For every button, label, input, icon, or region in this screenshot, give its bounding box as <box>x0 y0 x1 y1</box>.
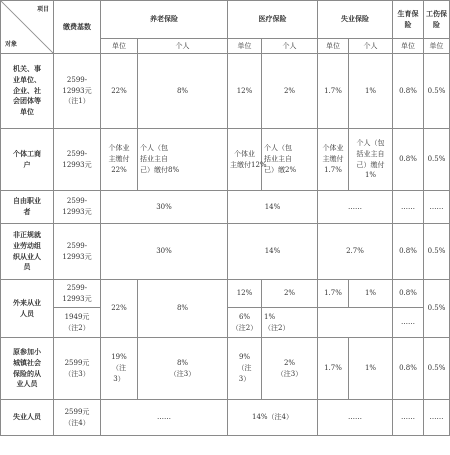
injury-unit-header: 单位 <box>424 39 450 54</box>
base-cell: 2599- 12993元 <box>54 191 101 224</box>
injury-cell: …… <box>424 191 450 224</box>
table-row <box>1 338 450 400</box>
medical-personal-cell: 2% <box>262 280 318 308</box>
maternity-cell: …… <box>393 191 424 224</box>
unemp-combined-cell: …… <box>318 400 393 436</box>
medical-unit-cell: 9% （注 3） <box>228 338 262 400</box>
pension-unit-cell: 22% <box>101 280 138 338</box>
unemp-combined-cell: …… <box>318 191 393 224</box>
pension-personal-header: 个人 <box>138 39 228 54</box>
pension-combined-cell: …… <box>101 400 228 436</box>
base-cell: 2599元 （注4） <box>54 400 101 436</box>
injury-cell: 0.5% <box>424 280 450 338</box>
maternity-unit-header: 单位 <box>393 39 424 54</box>
medical-personal-cell: 1% （注2） <box>262 308 318 338</box>
unemp-combined-cell <box>318 308 393 338</box>
medical-combined-cell: 14%（注4） <box>228 400 318 436</box>
maternity-cell: 0.8% <box>393 54 424 129</box>
medical-unit-cell: 12% <box>228 54 262 129</box>
pension-personal-cell: 8% <box>138 54 228 129</box>
pension-personal-cell: 个人（包 括业主自 己）缴付8% <box>138 129 228 191</box>
pension-personal-cell: 8% （注3） <box>138 338 228 400</box>
medical-combined-cell: 14% <box>228 191 318 224</box>
header-medical: 医疗保险 <box>228 1 318 39</box>
unemp-unit-cell: 1.7% <box>318 280 349 308</box>
table-row <box>1 400 450 436</box>
pension-unit-cell: 个体业 主缴付 22% <box>101 129 138 191</box>
unemp-unit-cell: 1.7% <box>318 338 349 400</box>
maternity-cell: 0.8% <box>393 338 424 400</box>
pension-personal-cell: 8% <box>138 280 228 338</box>
base-cell: 2599元 （注3） <box>54 338 101 400</box>
unemp-personal-cell: 1% <box>349 338 393 400</box>
target-cell: 原参加小 城镇社会 保险的从 业人员 <box>1 338 54 400</box>
unemp-combined-cell: 2.7% <box>318 224 393 280</box>
maternity-cell: …… <box>393 400 424 436</box>
table-row <box>1 129 450 191</box>
target-cell: 自由职业 者 <box>1 191 54 224</box>
header-base: 缴费基数 <box>54 1 101 54</box>
injury-cell: 0.5% <box>424 224 450 280</box>
base-cell: 2599- 12993元 <box>54 129 101 191</box>
unemp-personal-cell: 1% <box>349 280 393 308</box>
header-maternity: 生育保 险 <box>393 1 424 39</box>
maternity-cell: …… <box>393 308 424 338</box>
maternity-cell: 0.8% <box>393 280 424 308</box>
target-cell: 外来从业 人员 <box>1 280 54 338</box>
header-injury: 工伤保 险 <box>424 1 450 39</box>
table-row <box>1 224 450 280</box>
pension-combined-cell: 30% <box>101 191 228 224</box>
unemp-personal-cell: 1% <box>349 54 393 129</box>
unemp-unit-cell: 个体业 主缴付 1.7% <box>318 129 349 191</box>
table-row <box>1 54 450 129</box>
unemp-personal-cell: 个人（包 括业主自 己）缴付 1% <box>349 129 393 191</box>
medical-unit-cell: 个体业 主缴付12% <box>228 129 262 191</box>
medical-combined-cell: 14% <box>228 224 318 280</box>
medical-personal-cell: 个人（包 括业主自 己）缴2% <box>262 129 318 191</box>
unemp-unit-cell: 1.7% <box>318 54 349 129</box>
target-cell: 非正规就 业劳动组 织从业人 员 <box>1 224 54 280</box>
medical-personal-header: 个人 <box>262 39 318 54</box>
injury-cell: 0.5% <box>424 129 450 191</box>
injury-cell: 0.5% <box>424 54 450 129</box>
medical-unit-cell: 12% <box>228 280 262 308</box>
unemp-unit-header: 单位 <box>318 39 349 54</box>
table-row <box>1 191 450 224</box>
medical-unit-header: 单位 <box>228 39 262 54</box>
unemp-personal-header: 个人 <box>349 39 393 54</box>
medical-personal-cell: 2% <box>262 54 318 129</box>
header-pension: 养老保险 <box>101 1 228 39</box>
maternity-cell: 0.8% <box>393 129 424 191</box>
injury-cell: …… <box>424 400 450 436</box>
target-cell: 失业人员 <box>1 400 54 436</box>
base-cell: 2599- 12993元 <box>54 224 101 280</box>
injury-cell: 0.5% <box>424 338 450 400</box>
medical-unit-cell: 6% （注2） <box>228 308 262 338</box>
target-cell: 机关、事 业单位、 企业、社 会团体等 单位 <box>1 54 54 129</box>
base-cell: 2599- 12993元 （注1） <box>54 54 101 129</box>
table-row <box>1 280 450 308</box>
pension-unit-cell: 19% （注 3） <box>101 338 138 400</box>
base-cell: 2599- 12993元 <box>54 280 101 308</box>
medical-personal-cell: 2% （注3） <box>262 338 318 400</box>
header-unemployment: 失业保险 <box>318 1 393 39</box>
target-cell: 个体工商 户 <box>1 129 54 191</box>
header-row <box>1 1 450 39</box>
header-diagonal-cell <box>1 1 54 54</box>
header-item-label: 项目 <box>36 6 49 13</box>
header-target-label: 对象 <box>5 40 18 48</box>
pension-combined-cell: 30% <box>101 224 228 280</box>
pension-unit-cell: 22% <box>101 54 138 129</box>
base-cell: 1949元 （注2） <box>54 308 101 338</box>
pension-unit-header: 单位 <box>101 39 138 54</box>
maternity-cell: 0.8% <box>393 224 424 280</box>
